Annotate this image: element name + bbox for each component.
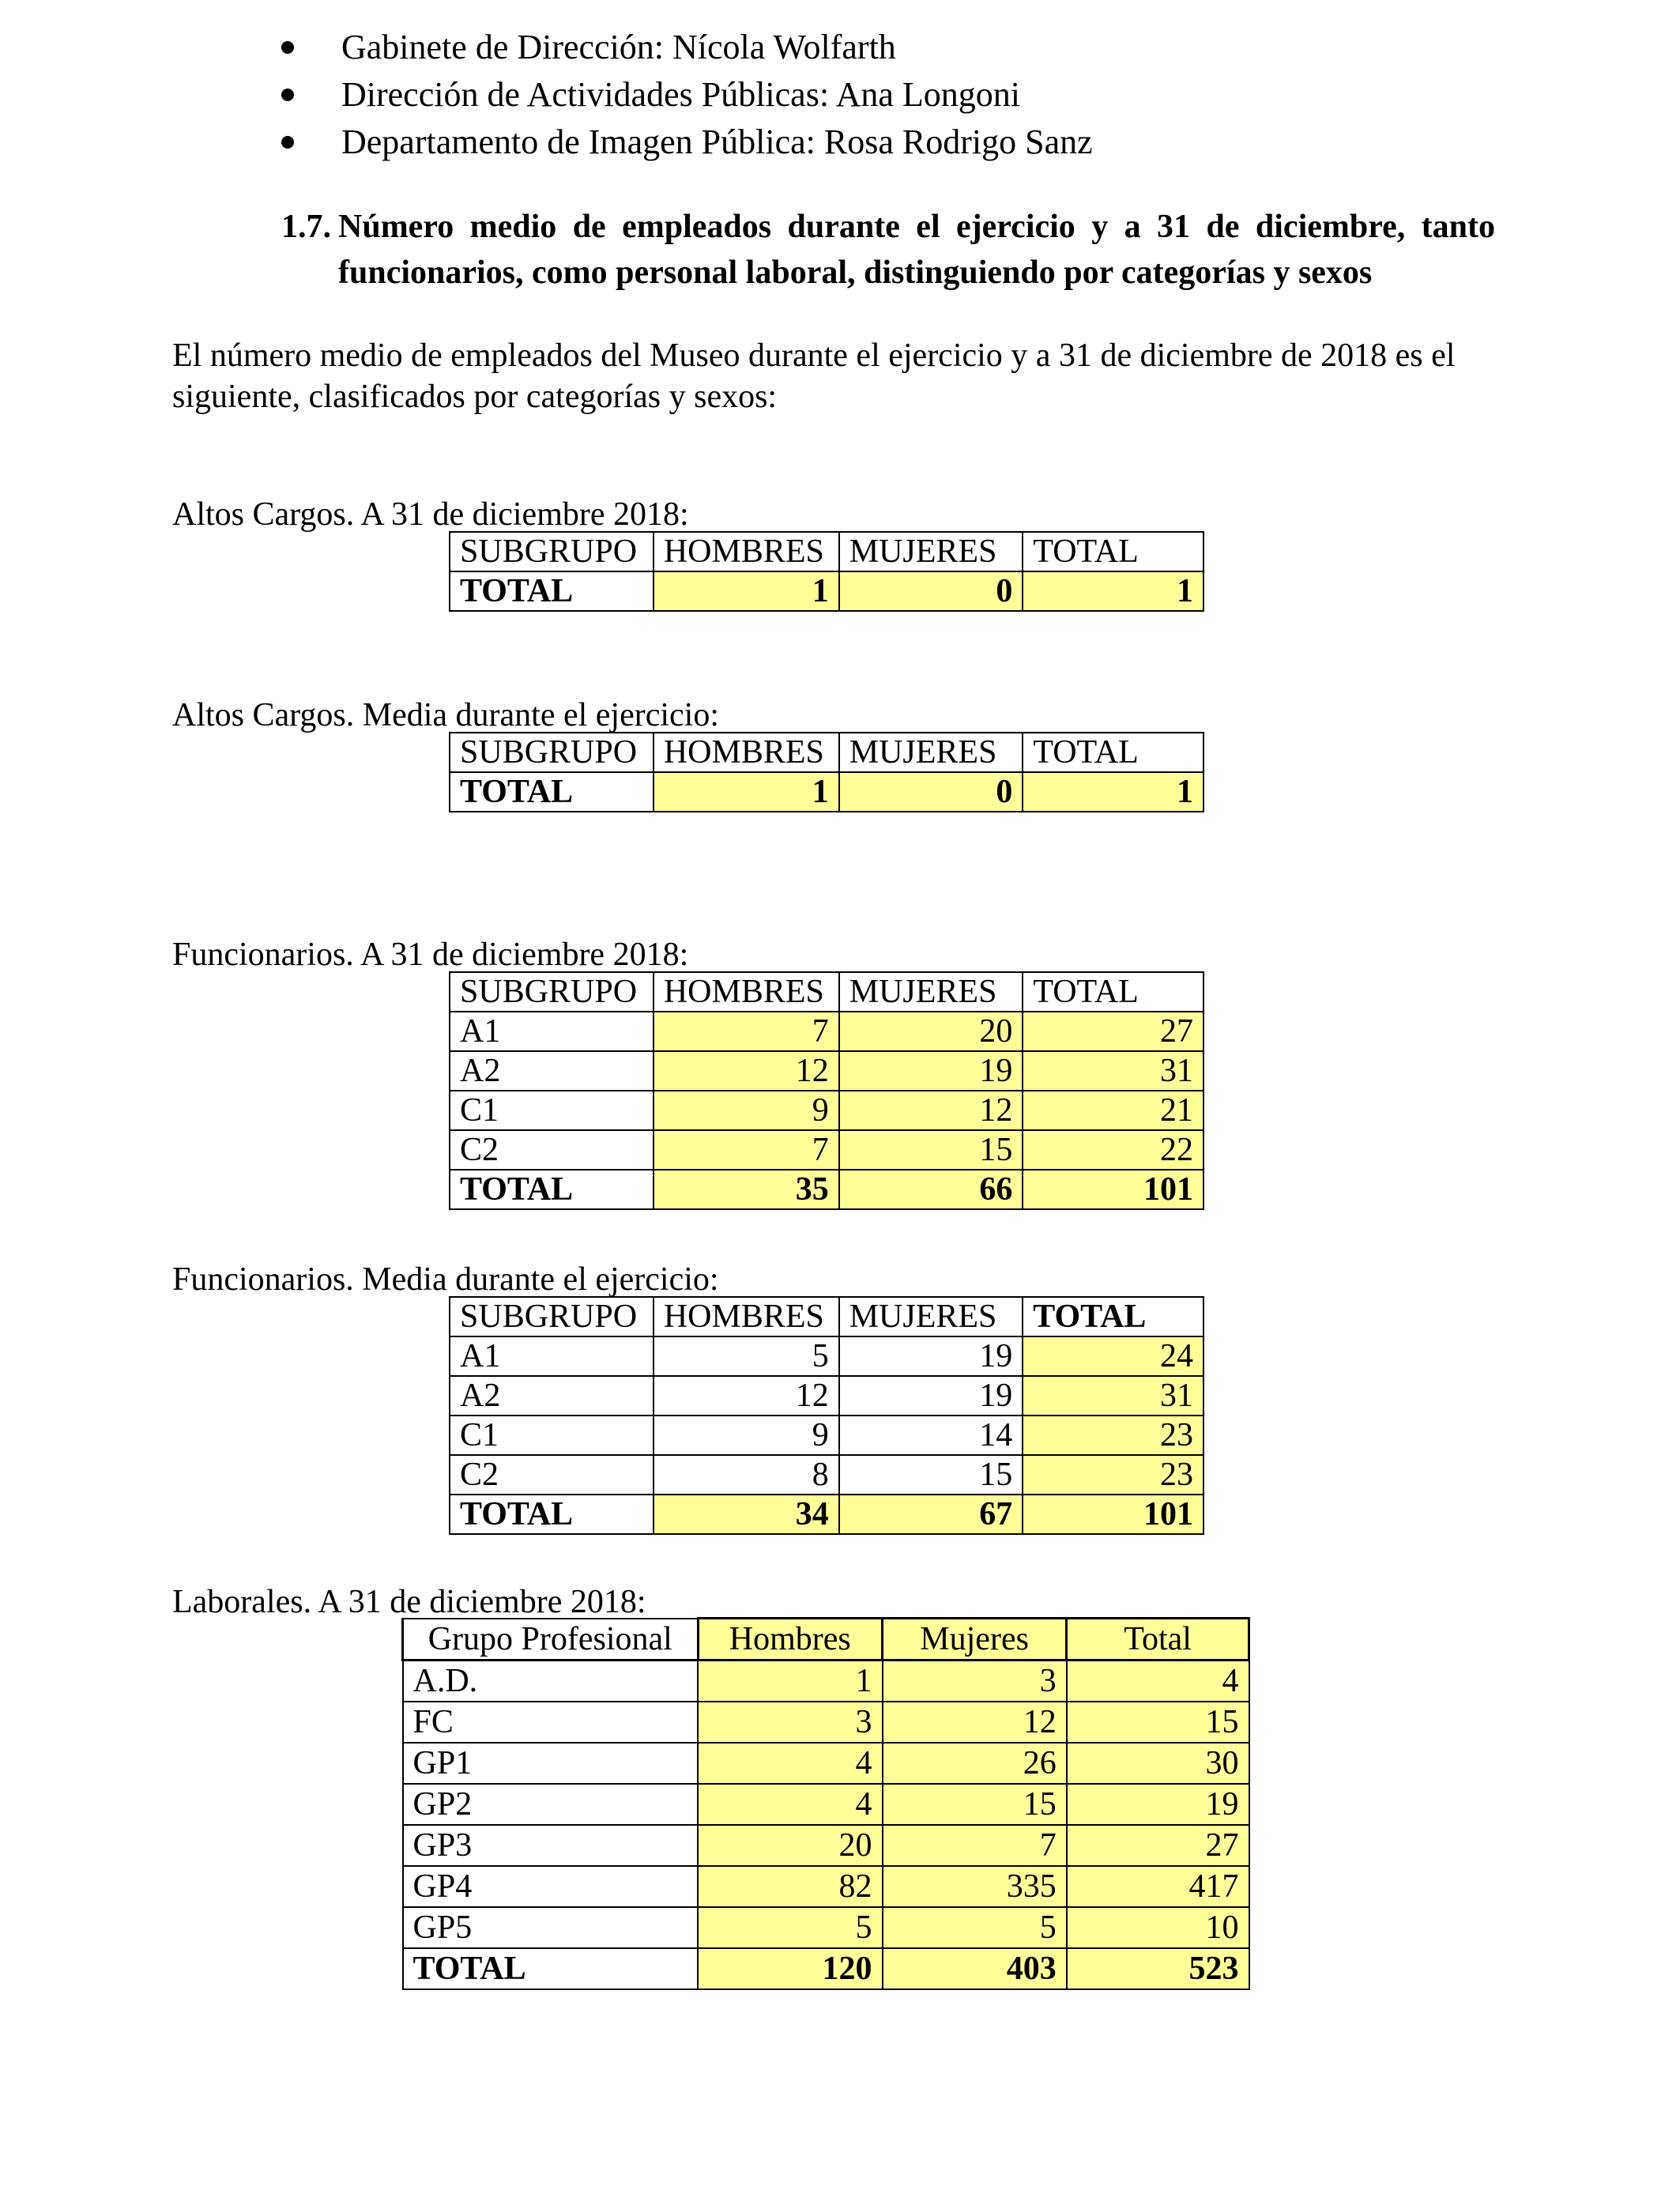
- column-header: Hombres: [698, 1619, 882, 1661]
- table-cell: 30: [1067, 1743, 1249, 1784]
- table-cell: 15: [883, 1784, 1067, 1825]
- table-total-row: [403, 1948, 1249, 1989]
- table-cell: 4: [1067, 1661, 1249, 1702]
- table-row: [450, 1091, 1203, 1130]
- row-label: GP1: [403, 1743, 699, 1784]
- table-cell: 1: [1023, 772, 1203, 812]
- table-cell: 23: [1023, 1416, 1203, 1455]
- table-header-row: [403, 1619, 1249, 1661]
- row-label: GP2: [403, 1784, 699, 1825]
- column-header: MUJERES: [839, 532, 1023, 571]
- table-cell: 417: [1067, 1866, 1249, 1907]
- column-header: SUBGRUPO: [450, 532, 654, 571]
- table-row: [450, 1336, 1203, 1376]
- row-label: A1: [450, 1012, 654, 1051]
- table-cell: 4: [698, 1743, 882, 1784]
- column-header: HOMBRES: [654, 972, 839, 1012]
- table-cell: 14: [839, 1416, 1023, 1455]
- table-total-row: [450, 1170, 1203, 1209]
- row-label: TOTAL: [450, 1170, 654, 1209]
- table-row: [450, 1130, 1203, 1170]
- column-header: TOTAL: [1023, 1297, 1203, 1336]
- row-label: TOTAL: [450, 1495, 654, 1534]
- bullet-icon: [281, 89, 294, 101]
- column-header: MUJERES: [839, 733, 1023, 772]
- table-row: [403, 1866, 1249, 1907]
- table-cell: 12: [883, 1702, 1067, 1743]
- table-cell: 10: [1067, 1907, 1249, 1948]
- table-row: [450, 1012, 1203, 1051]
- table-cell: 20: [698, 1825, 882, 1866]
- table-cell: 335: [883, 1866, 1067, 1907]
- row-label: GP5: [403, 1907, 699, 1948]
- table-cell: 7: [654, 1012, 839, 1051]
- row-label: TOTAL: [403, 1948, 699, 1989]
- table-row: [450, 1455, 1203, 1495]
- bullet-icon: [281, 136, 294, 149]
- table-cell: 120: [698, 1948, 882, 1989]
- table-cell: 0: [839, 772, 1023, 812]
- table-cell: 523: [1067, 1948, 1249, 1989]
- bullet-text: Gabinete de Dirección: Nícola Wolfarth: [341, 28, 896, 66]
- altos-cargos-dic-table: [449, 531, 1204, 612]
- section-heading: [281, 204, 1495, 296]
- table-total-row: [450, 1495, 1203, 1534]
- table-row: [403, 1825, 1249, 1866]
- table-header-row: [450, 1297, 1203, 1336]
- bullet-item: [277, 119, 1093, 166]
- table-row: [403, 1661, 1249, 1702]
- table-cell: 403: [883, 1948, 1067, 1989]
- table-cell: 5: [654, 1336, 839, 1376]
- funcionarios-media-table: [449, 1296, 1204, 1535]
- table-cell: 1: [698, 1661, 882, 1702]
- column-header: TOTAL: [1023, 972, 1203, 1012]
- bullet-icon: [281, 41, 294, 54]
- table-cell: 101: [1023, 1170, 1203, 1209]
- row-label: TOTAL: [450, 772, 654, 812]
- altos-cargos-media-table: [449, 732, 1204, 812]
- section-title: Número medio de empleados durante el ejercicio y a 31 de diciembre, tanto funcionarios, como personal laboral, distinguiendo por categorías y sexos: [338, 209, 1495, 291]
- table-cell: 12: [654, 1376, 839, 1416]
- table-cell: 20: [839, 1012, 1023, 1051]
- table-row: [403, 1702, 1249, 1743]
- table-cell: 12: [654, 1051, 839, 1091]
- table-cell: 5: [698, 1907, 882, 1948]
- table-cell: 67: [839, 1495, 1023, 1534]
- table-cell: 24: [1023, 1336, 1203, 1376]
- table-cell: 7: [654, 1130, 839, 1170]
- funcionarios-dic-table: [449, 971, 1204, 1210]
- table-cell: 27: [1067, 1825, 1249, 1866]
- row-label: GP3: [403, 1825, 699, 1866]
- table-cell: 15: [839, 1130, 1023, 1170]
- column-header: HOMBRES: [654, 1297, 839, 1336]
- table-caption: Laborales. A 31 de diciembre 2018:: [172, 1584, 646, 1620]
- bullet-text: Dirección de Actividades Públicas: Ana Longoni: [341, 75, 1021, 114]
- table-cell: 5: [883, 1907, 1067, 1948]
- column-header: Mujeres: [883, 1619, 1067, 1661]
- table-total-row: [450, 772, 1203, 812]
- table-row: [403, 1907, 1249, 1948]
- intro-paragraph: El número medio de empleados del Museo durante el ejercicio y a 31 de diciembre de 2018 es el siguiente, clasificados por categorías y sexos:: [172, 337, 1456, 415]
- table-row: [450, 1051, 1203, 1091]
- table-cell: 22: [1023, 1130, 1203, 1170]
- table-caption: Altos Cargos. A 31 de diciembre 2018:: [172, 496, 689, 533]
- table-header-row: [450, 532, 1203, 571]
- table-cell: 15: [839, 1455, 1023, 1495]
- table-cell: 19: [839, 1376, 1023, 1416]
- table-cell: 19: [1067, 1784, 1249, 1825]
- row-label: A2: [450, 1051, 654, 1091]
- table-cell: 21: [1023, 1091, 1203, 1130]
- row-label: FC: [403, 1702, 699, 1743]
- table-cell: 7: [883, 1825, 1067, 1866]
- row-label: A.D.: [403, 1661, 699, 1702]
- table-cell: 35: [654, 1170, 839, 1209]
- table-cell: 19: [839, 1336, 1023, 1376]
- table-cell: 27: [1023, 1012, 1203, 1051]
- row-label: A1: [450, 1336, 654, 1376]
- table-caption: Funcionarios. A 31 de diciembre 2018:: [172, 937, 689, 973]
- table-header-row: [450, 972, 1203, 1012]
- bullet-text: Departamento de Imagen Pública: Rosa Rodrigo Sanz: [341, 123, 1093, 161]
- column-header: Grupo Profesional: [403, 1619, 699, 1661]
- table-cell: 4: [698, 1784, 882, 1825]
- table-cell: 8: [654, 1455, 839, 1495]
- table-cell: 9: [654, 1416, 839, 1455]
- row-label: GP4: [403, 1866, 699, 1907]
- table-total-row: [450, 571, 1203, 611]
- bullet-list: [277, 24, 1093, 166]
- table-cell: 66: [839, 1170, 1023, 1209]
- table-cell: 1: [654, 571, 839, 611]
- table-row: [403, 1784, 1249, 1825]
- table-cell: 31: [1023, 1376, 1203, 1416]
- table-row: [450, 1376, 1203, 1416]
- table-cell: 3: [883, 1661, 1067, 1702]
- column-header: HOMBRES: [654, 532, 839, 571]
- column-header: SUBGRUPO: [450, 733, 654, 772]
- table-cell: 1: [1023, 571, 1203, 611]
- section-number: 1.7.: [281, 209, 331, 245]
- column-header: MUJERES: [839, 1297, 1023, 1336]
- row-label: C2: [450, 1455, 654, 1495]
- laborales-table: [401, 1617, 1250, 1990]
- table-caption: Funcionarios. Media durante el ejercicio:: [172, 1261, 719, 1298]
- column-header: SUBGRUPO: [450, 972, 654, 1012]
- table-cell: 26: [883, 1743, 1067, 1784]
- table-cell: 0: [839, 571, 1023, 611]
- bullet-item: [277, 24, 1093, 71]
- table-cell: 34: [654, 1495, 839, 1534]
- table-cell: 9: [654, 1091, 839, 1130]
- table-cell: 3: [698, 1702, 882, 1743]
- table-caption: Altos Cargos. Media durante el ejercicio:: [172, 697, 720, 733]
- column-header: MUJERES: [839, 972, 1023, 1012]
- row-label: A2: [450, 1376, 654, 1416]
- row-label: TOTAL: [450, 571, 654, 611]
- column-header: Total: [1067, 1619, 1249, 1661]
- row-label: C2: [450, 1130, 654, 1170]
- column-header: SUBGRUPO: [450, 1297, 654, 1336]
- table-cell: 1: [654, 772, 839, 812]
- column-header: HOMBRES: [654, 733, 839, 772]
- table-cell: 82: [698, 1866, 882, 1907]
- table-cell: 15: [1067, 1702, 1249, 1743]
- column-header: TOTAL: [1023, 733, 1203, 772]
- table-cell: 23: [1023, 1455, 1203, 1495]
- bullet-item: [277, 71, 1093, 119]
- table-row: [450, 1416, 1203, 1455]
- column-header: TOTAL: [1023, 532, 1203, 571]
- row-label: C1: [450, 1416, 654, 1455]
- table-cell: 12: [839, 1091, 1023, 1130]
- table-cell: 19: [839, 1051, 1023, 1091]
- row-label: C1: [450, 1091, 654, 1130]
- table-row: [403, 1743, 1249, 1784]
- table-cell: 101: [1023, 1495, 1203, 1534]
- table-cell: 31: [1023, 1051, 1203, 1091]
- table-header-row: [450, 733, 1203, 772]
